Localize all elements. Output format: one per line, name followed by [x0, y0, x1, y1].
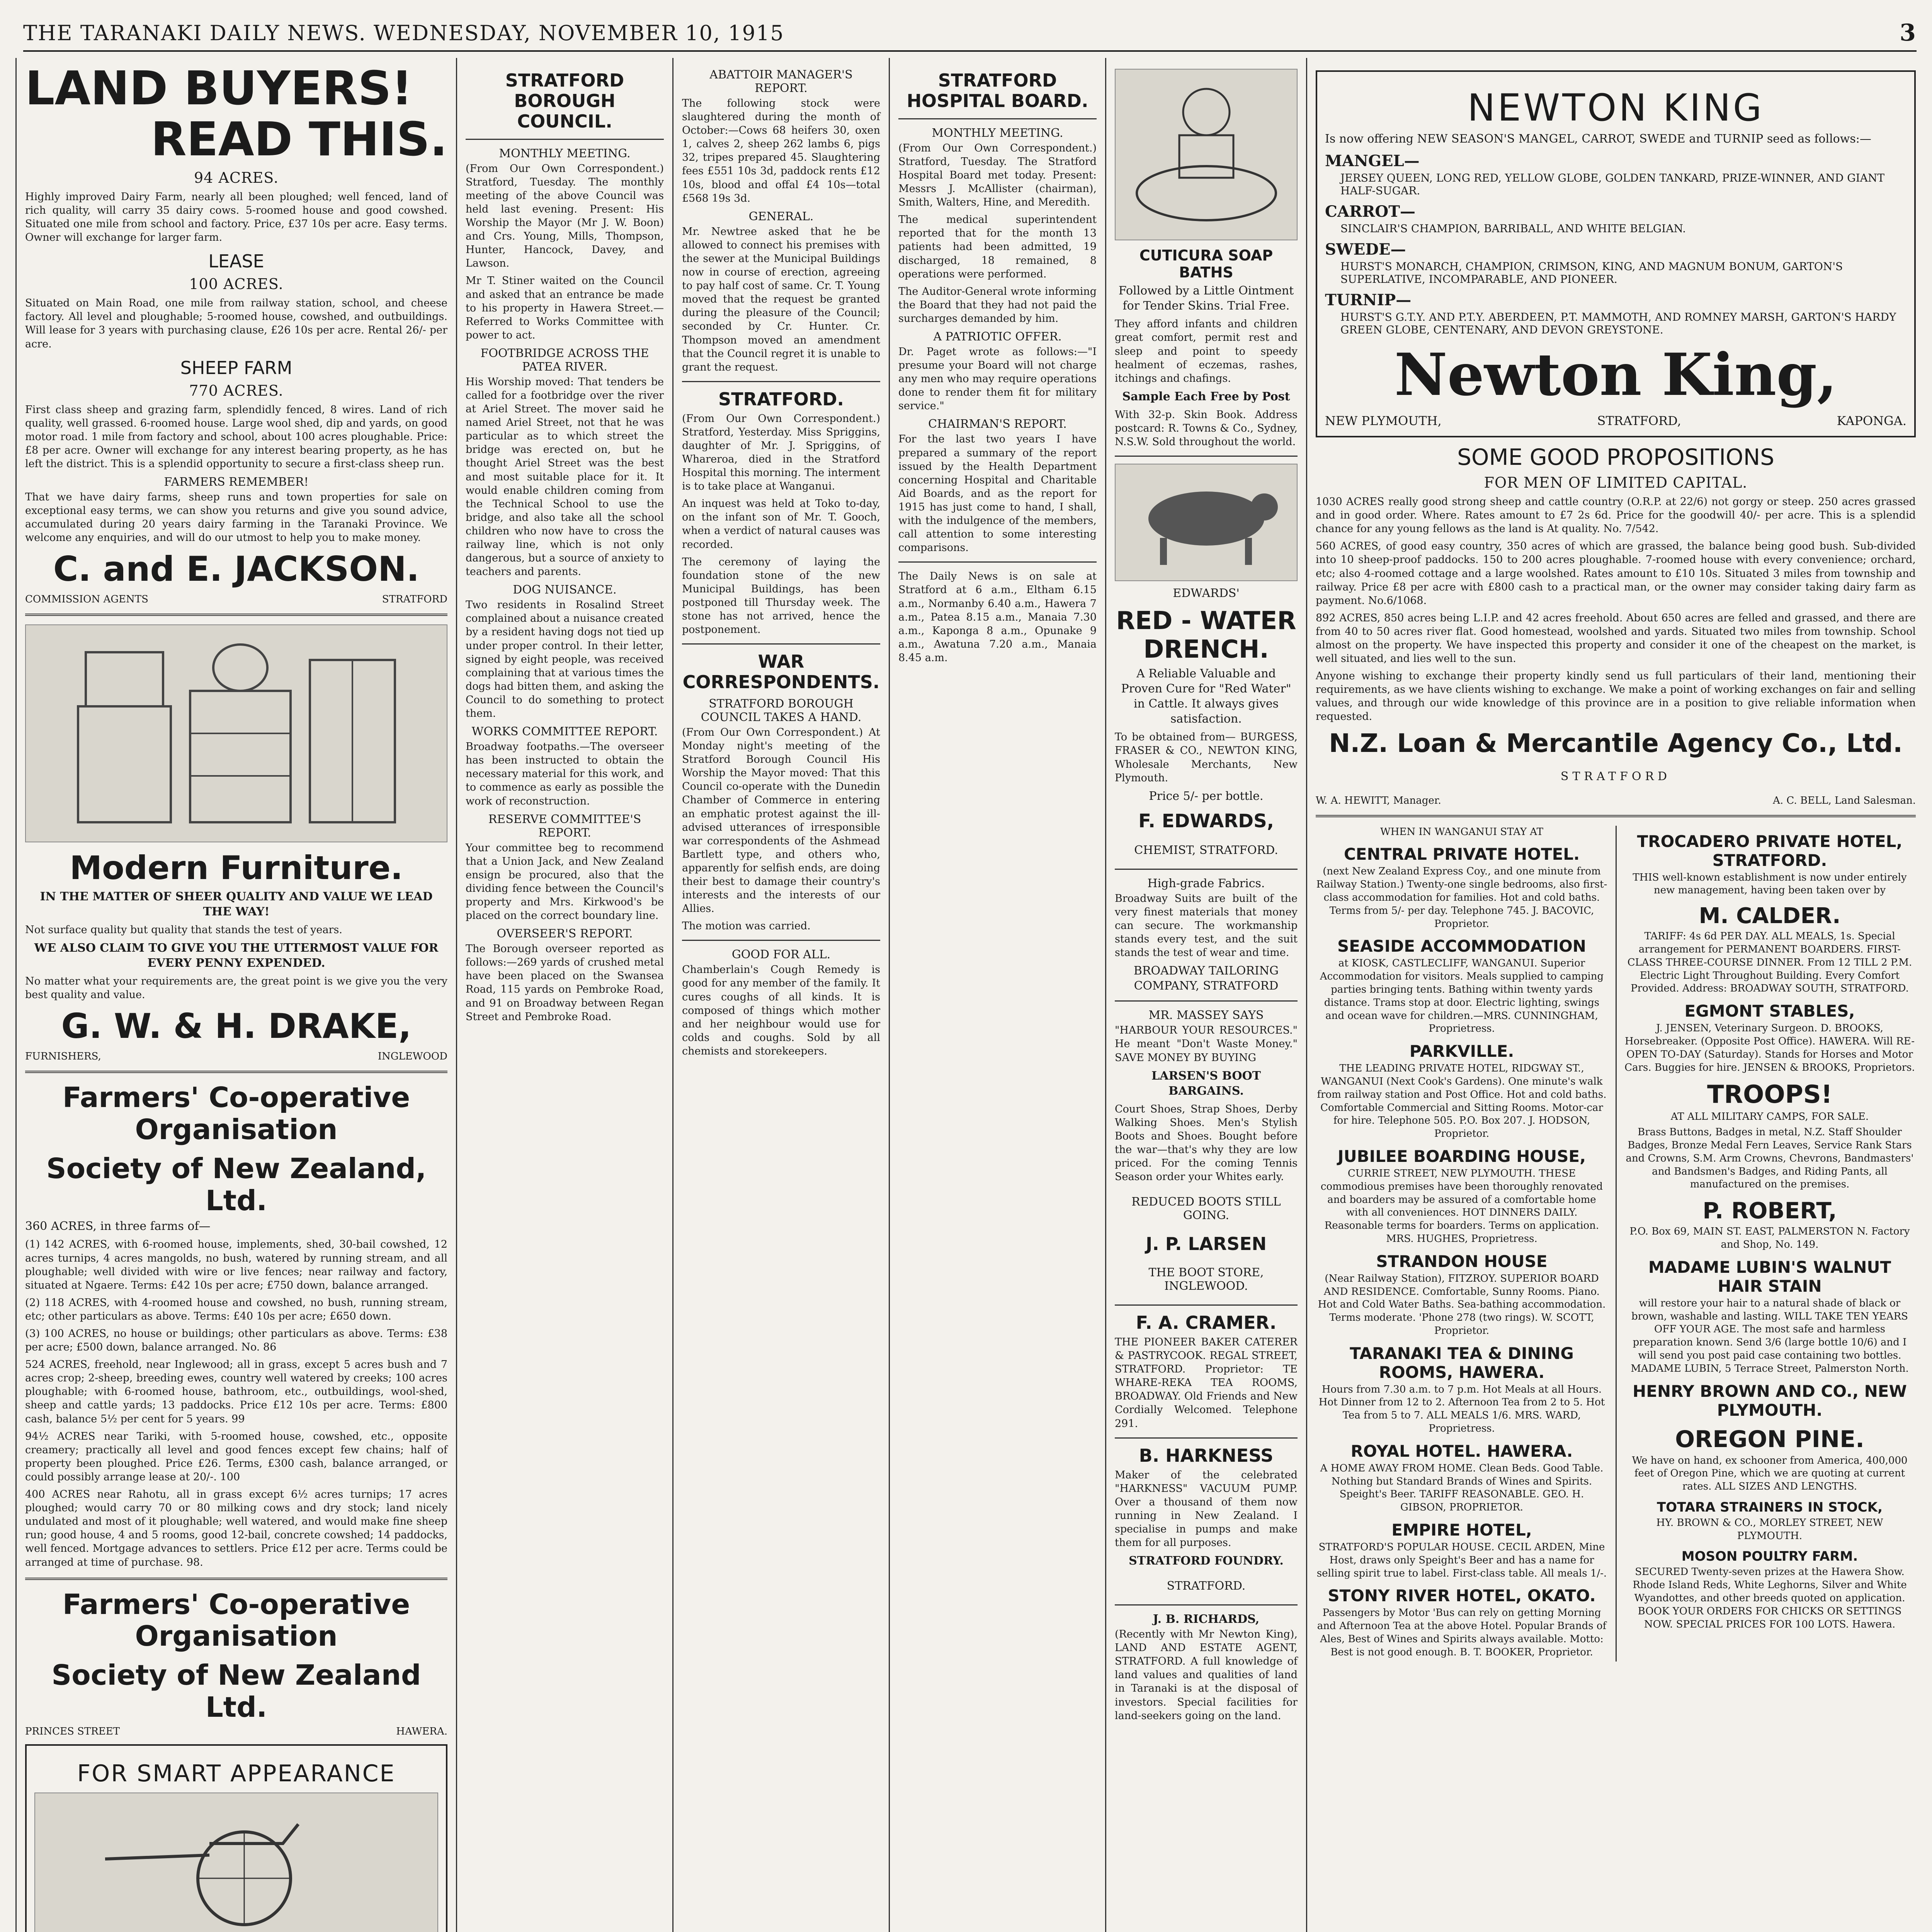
- good-for-all-text: Chamberlain's Cough Remedy is good for any member of the family. It cures coughs of all kinds. It is composed of things which mother and her neighbour would use for colds and coughs. Sold by all chemists and storekeepers.: [682, 964, 880, 1057]
- dog-nuisance-heading: DOG NUISANCE.: [513, 583, 617, 597]
- lot-94b: 94½ ACRES near Tariki, with 5-roomed house, cowshed, etc., opposite creamery; practically all level and good fences except few chains; half of property been ploughed. Price £26. Terms, £300 cash, balance arranged, or could possibly arrange lease at 20/-. 100: [25, 1430, 447, 1483]
- gig-top-line: FOR SMART APPEARANCE: [77, 1760, 396, 1787]
- larsen-sub: THE BOOT STORE, INGLEWOOD.: [1148, 1266, 1264, 1293]
- totara: TOTARA STRAINERS IN STOCK,: [1656, 1499, 1883, 1515]
- seed-mangel: MANGEL—: [1325, 152, 1420, 170]
- seaside-text: at KIOSK, CASTLECLIFF, WANGANUI. Superior Accommodation for visitors. Meals supplied to camping parties bringing tents. Bathing within twenty yards distance. Trams stop at door. Electric lighting, swings and ocean wave for children.—MRS. CUNNINGHAM, Proprietress.: [1320, 957, 1604, 1035]
- general-heading: GENERAL.: [748, 209, 814, 223]
- seed-swede-text: HURST'S MONARCH, CHAMPION, CRIMSON, KING, AND MAGNUM BONUM, GARTON'S SUPERLATIVE, INCOMPARABLE, AND PIONEER.: [1340, 260, 1843, 286]
- column-6: [1306, 58, 1924, 1932]
- stratford-para-3: The ceremony of laying the foundation stone of the new Municipal Buildings, has been postponed till Thursday week. The stone has not arrived, hence the postponement.: [682, 556, 880, 636]
- drench-price: Price 5/- per bottle.: [1149, 789, 1264, 803]
- newton-king-ad: [1316, 70, 1916, 437]
- hospital-para-4: Dr. Paget wrote as follows:—"I presume your Board will not charge any men who may require operations done to render them fit for military service.": [898, 346, 1097, 412]
- larsen-name: J. P. LARSEN: [1146, 1233, 1267, 1255]
- taranaki-tea-text: Hours from 7.30 a.m. to 7 p.m. Hot Meals at all Hours. Hot Dinner from 12 to 2. Afternoon Tea from 2 to 5. Hot Tea from 5 to 7. ALL MEALS 1/6. MRS. WARD, Proprietress.: [1318, 1383, 1605, 1435]
- jackson-footer: [25, 594, 447, 605]
- gig-illustration: [34, 1793, 438, 1932]
- edwards-name: F. EDWARDS,: [1138, 810, 1274, 832]
- council-para-5: Broadway footpaths.—The overseer has been instructed to obtain the necessary material for this work, and to commence as early as possible the work of reconstruction.: [466, 741, 664, 807]
- propositions-sub: FOR MEN OF LIMITED CAPITAL.: [1484, 474, 1748, 492]
- cuticura-sub: Followed by a Little Ointment for Tender Skins. Trial Free.: [1118, 284, 1294, 313]
- propositions-footer: Anyone wishing to exchange their property kindly send us full particulars of their land, mentioning their requirements, as we have clients wishing to exchange. We make a point of working exchanges on fair and selling values, and through our wide knowledge of this province are in a position to give reliable information when requested.: [1316, 670, 1916, 723]
- nz-loan-place: STRATFORD: [1560, 769, 1671, 783]
- farmers-coop-2-title: Farmers' Co-operative Organisation: [62, 1588, 410, 1653]
- furniture-line-2: Not surface quality but quality that stands the test of years.: [25, 923, 342, 936]
- trocadero: TROCADERO PRIVATE HOTEL, STRATFORD.: [1637, 832, 1903, 870]
- cramer-name: F. A. CRAMER.: [1136, 1312, 1277, 1333]
- strandon-text: (Near Railway Station), FITZROY. SUPERIOR BOARD AND RESIDENCE. Comfortable, Sunny Rooms. Piano. Hot and Cold Water Baths. Sea-bathing accommodation. Terms moderate. 'Phone 278 (two rings). W. SCOTT, Proprietor.: [1318, 1272, 1606, 1337]
- jubilee: JUBILEE BOARDING HOUSE,: [1337, 1146, 1586, 1166]
- acres-94-text: Highly improved Dairy Farm, nearly all been ploughed; well fenced, land of rich quality, will carry 35 dairy cows. 5-roomed house and good cowshed. Situated one mile from school and factory. Price, £37 10s per acre. Easy terms. Owner will exchange for larger farm.: [25, 191, 447, 244]
- divider: [466, 139, 664, 140]
- divider: [1115, 1604, 1298, 1605]
- drench-obtain: To be obtained from— BURGESS, FRASER & CO., NEWTON KING, Wholesale Merchants, New Plymouth.: [1115, 731, 1298, 784]
- stratford-para-1: (From Our Own Correspondent.) Stratford, Yesterday. Miss Spriggins, daughter of Mr. J. Spriggins, of Whareroa, died in the Stratford Hospital this morning. The interment is to take place at Wanganui.: [682, 412, 880, 493]
- drench-text: A Reliable Valuable and Proven Cure for "Red Water" in Cattle. It always gives satisfaction.: [1121, 667, 1291, 726]
- column-4: [889, 58, 1105, 1932]
- divider: [682, 643, 880, 645]
- farmers-coop-sub: Society of New Zealand, Ltd.: [46, 1152, 427, 1217]
- seaside: SEASIDE ACCOMMODATION: [1337, 937, 1586, 956]
- hotel-column-left: [1316, 826, 1608, 1662]
- nz-loan-manager: W. A. HEWITT, Manager.: [1316, 794, 1441, 806]
- jackson-left: COMMISSION AGENTS: [25, 594, 148, 605]
- lot-360-1: (1) 142 ACRES, with 6-roomed house, implements, shed, 30-bail cowshed, 12 acres turnips, 4 acres mangolds, no bush, watered by running stream, and all ploughable; well divided with wire or live fences; near railway and factory, situated at Ngaere. Terms: £42 10s per acre; £750 down, balance arranged.: [25, 1238, 447, 1291]
- calder-text: TARIFF: 4s 6d PER DAY. ALL MEALS, 1s. Special arrangement for PERMANENT BOARDERS. FIRST-CLASS THREE-COURSE DINNER. From 12 TILL 2 P.M. Electric Light Throughout Building. Every Comfort Provided. Address: BROADWAY SOUTH, STRATFORD.: [1627, 930, 1912, 995]
- prop-560: 560 ACRES, of good easy country, 350 acres of which are grassed, the balance being good bush. Sub-divided into 10 sheep-proof paddocks. 150 to 200 acres ploughable. 7-roomed house with every convenience; orchard, etc; also 4-roomed cottage and a large woolshed. Rates amount to £10 10s. Situated 3 miles from township and railway. Price £8 per acre with £800 cash to a practical man, or the owner may consider taking dairy farm as payment. No.6/1068.: [1316, 540, 1916, 607]
- cow-illustration: [1115, 464, 1298, 581]
- lease-title: LEASE: [208, 251, 264, 272]
- stratford-para-2: An inquest was held at Toko to-day, on the infant son of Mr. T. Gooch, when a verdict of natural causes was recorded.: [682, 498, 880, 551]
- war-correspondents-title: WAR CORRESPONDENTS.: [682, 651, 880, 693]
- cuticura-illustration: [1115, 69, 1298, 240]
- borough-council-sub: MONTHLY MEETING.: [499, 146, 631, 160]
- seed-carrot-text: SINCLAIR'S CHAMPION, BARRIBALL, AND WHITE BELGIAN.: [1340, 222, 1686, 235]
- nk-loc-1: NEW PLYMOUTH,: [1325, 413, 1442, 429]
- jackson-right: STRATFORD: [382, 594, 447, 605]
- massey-title: MR. MASSEY SAYS: [1148, 1009, 1264, 1022]
- farmers-coop-2-footer: [25, 1726, 447, 1737]
- farmers-coop-2-left: PRINCES STREET: [25, 1725, 120, 1737]
- council-para-3: His Worship moved: That tenders be called for a footbridge over the river at Ariel Street. The mover said he named Ariel Street, not that he was particular as to which street the bridge was erected on, but he thought Ariel Street was the best and most suitable place for it. It would enable children coming from the Technical School to use the bridge, and also take all the school children who now have to cross the railway line, which is not only dangerous, but a source of anxiety to teachers and parents.: [466, 376, 664, 578]
- prop-1030: 1030 ACRES really good strong sheep and cattle country (O.R.P. at 22/6) not gorgy or steep. 250 acres grassed and in good order. Where. Rates amount to £7 2s 6d. Price for the goodwill 40/- per acre. This is a splendid chance for any young fellows as the land is At quality. No. 7/542.: [1316, 496, 1916, 535]
- farmers-coop-title: Farmers' Co-operative Organisation: [62, 1081, 410, 1146]
- stratford-title: STRATFORD.: [718, 388, 844, 410]
- drake-footer: [25, 1051, 447, 1062]
- cuticura-title: CUTICURA SOAP BATHS: [1139, 247, 1273, 281]
- troops-text: Brass Buttons, Badges in metal, N.Z. Staff Shoulder Badges, Bronze Medal Fern Leaves, Service Rank Stars and Crowns, S.M. Arm Crowns, Chevrons, Bandmasters' and Bandsmen's Badges, and Riding Pants, all manufactured on the premises.: [1626, 1126, 1914, 1190]
- taranaki-tea: TARANAKI TEA & DINING ROOMS, HAWERA.: [1350, 1344, 1574, 1382]
- baby-bath-icon: [1121, 77, 1291, 232]
- divider: [1115, 869, 1298, 870]
- good-for-all-title: GOOD FOR ALL.: [731, 948, 831, 962]
- farmers-coop-2-sub: Society of New Zealand Ltd.: [51, 1659, 421, 1723]
- harkness-name: B. HARKNESS: [1139, 1445, 1274, 1466]
- hotel-columns: [1316, 826, 1916, 1662]
- column-2: [456, 58, 672, 1932]
- sheep-farm-text: First class sheep and grazing farm, splendidly fenced, 8 wires. Land of rich quality, well grassed. 6-roomed house. Large wool shed, dip and yards, on good motor road. 1 mile from factory and school, about 100 acres ploughable. Price: £8 per acre. Owner will exchange for any interest bearing property, as he has left the district. This is a splendid opportunity to secure a first-class sheep run.: [25, 403, 447, 470]
- hy-brown: HY. BROWN & CO., MORLEY STREET, NEW PLYMOUTH.: [1656, 1517, 1883, 1542]
- empire-text: STRATFORD'S POPULAR HOUSE. CECIL ARDEN, Mine Host, draws only Speight's Beer and has a name for selling spirit true to label. First-class table. All meals 1/-.: [1316, 1541, 1607, 1579]
- divider: [1115, 1304, 1298, 1306]
- parkville: PARKVILLE.: [1409, 1042, 1514, 1061]
- land-buyers-headline: LAND BUYERS!: [25, 62, 413, 116]
- hospital-board-title: STRATFORD HOSPITAL BOARD.: [906, 70, 1088, 111]
- furniture-line-3: WE ALSO CLAIM TO GIVE YOU THE UTTERMOST VALUE FOR EVERY PENNY EXPENDED.: [34, 941, 439, 970]
- nz-loan-name: N.Z. Loan & Mercantile Agency Co., Ltd.: [1329, 728, 1903, 758]
- foundry-sub: STRATFORD.: [1167, 1579, 1246, 1593]
- calder: M. CALDER.: [1699, 903, 1841, 929]
- cramer-text: THE PIONEER BAKER CATERER & PASTRYCOOK. REGAL STREET, STRATFORD. Proprietor: TE WHARE-REKA TEA ROOMS, BROADWAY. Old Friends and New Cordially Welcomed. Telephone 291.: [1115, 1336, 1298, 1430]
- farmers-remember-title: FARMERS REMEMBER!: [164, 475, 309, 489]
- nk-locations: [1325, 413, 1906, 428]
- central-hotel: CENTRAL PRIVATE HOTEL.: [1344, 845, 1580, 864]
- seed-turnip-text: HURST'S G.T.Y. AND P.T.Y. ABERDEEN, P.T. MAMMOTH, AND ROMNEY MARSH, GARTON'S HARDY GREEN GLOBE, CENTENARY, AND DEVON GREYSTONE.: [1340, 311, 1896, 337]
- furniture-illustration: [25, 624, 447, 842]
- footbridge-heading: FOOTBRIDGE ACROSS THE PATEA RIVER.: [480, 346, 649, 374]
- hospital-para-3: The Auditor-General wrote informing the Board that they had not paid the surcharges demanded by him.: [898, 285, 1097, 325]
- farmers-coop-2-right: HAWERA.: [396, 1725, 447, 1737]
- larsen-reduced: REDUCED BOOTS STILL GOING.: [1131, 1195, 1281, 1223]
- lubin-text: will restore your hair to a natural shade of black or brown, washable and lasting. WILL TAKE TEN YEARS OFF YOUR AGE. The most safe and harmless preparation known. Send 3/6 (large bottle 10/6) and I will send you post paid case containing two bottles. MADAME LUBIN, 5 Terrace Street, Palmerston North.: [1631, 1297, 1909, 1374]
- egmont-stables-text: J. JENSEN, Veterinary Surgeon. D. BROOKS, Horsebreaker. (Opposite Post Office). HAWERA. Will RE-OPEN TO-DAY (Saturday). Stands for Horses and Motor Cars. Buggies for hire. JENSEN & BROOKS, Proprietors.: [1624, 1022, 1915, 1073]
- nk-title: NEWTON KING: [1467, 86, 1764, 129]
- lot-400: 400 ACRES near Rahotu, all in grass except 6½ acres turnips; 17 acres ploughed; would carry 70 or 80 milking cows and dry stock; land nicely undulated and most of it ploughable; well watered, and would make fine sheep run; good house, 4 and 5 rooms, good 12-bail, concrete cowshed; 14 paddocks, well fenced. Mortgage advances to settlers. Price £12 per acre. Terms could be arranged at time of purchase. 98.: [25, 1488, 447, 1568]
- lot-524: 524 ACRES, freehold, near Inglewood; all in grass, except 5 acres bush and 7 acres crop; 2-sheep, breeding ewes, country well watered by creeks; 100 acres ploughable; with 6-roomed house, bathroom, etc., outbuildings, wool-shed, sheep and cattle yards; 13 paddocks. Price £12 10s per acre. Terms: £800 cash, balance 5½ per cent for 5 years. 99: [25, 1359, 447, 1425]
- divider: [25, 1071, 447, 1073]
- read-this-headline: READ THIS.: [151, 113, 447, 167]
- furniture-icon: [63, 637, 410, 830]
- furniture-line-4: No matter what your requirements are, the great point is we give you the very best quality and value.: [25, 975, 447, 1001]
- council-para-2: Mr T. Stiner waited on the Council and asked that an entrance be made to his property in Hawera Street.—Referred to Works Committee with power to act.: [466, 275, 664, 341]
- column-5: [1105, 58, 1306, 1932]
- troops-sub: AT ALL MILITARY CAMPS, FOR SALE.: [1670, 1111, 1869, 1123]
- sheep-farm-title: SHEEP FARM: [180, 357, 293, 378]
- troops: TROOPS!: [1707, 1080, 1832, 1109]
- fabrics-title: High-grade Fabrics.: [1147, 876, 1265, 890]
- moson-farm: MOSON POULTRY FARM.: [1681, 1549, 1858, 1565]
- divider: [1115, 456, 1298, 457]
- drake-right: INGLEWOOD: [378, 1051, 447, 1063]
- war-correspondents-sub: STRATFORD BOROUGH COUNCIL TAKES A HAND.: [701, 697, 862, 724]
- general-text: Mr. Newtree asked that he be allowed to connect his premises with the sewer at the Municipal Buildings now in course of erection, agreeing to pay half cost of same. Cr. T. Young moved that the request be granted during the pleasure of the Council; seconded by Cr. Hunter. Cr. Thompson moved an amendment that the Council regret it is unable to grant the request.: [682, 225, 880, 373]
- edwards-sub: CHEMIST, STRATFORD.: [1134, 843, 1278, 857]
- patriotic-offer-heading: A PATRIOTIC OFFER.: [933, 330, 1062, 344]
- nk-intro: Is now offering NEW SEASON'S MANGEL, CARROT, SWEDE and TURNIP seed as follows:—: [1325, 132, 1871, 146]
- divider: [25, 614, 447, 616]
- divider: [25, 1578, 447, 1580]
- strandon: STRANDON HOUSE: [1376, 1252, 1548, 1271]
- council-para-1: (From Our Own Correspondent.) Stratford, Tuesday. The monthly meeting of the above Council was held last evening. Present: His Worship the Mayor (Mr J. W. Boon) and Crs. Young, Mills, Thompson, Hunter, Hancock, Davey, and Lawson.: [466, 162, 664, 270]
- seed-mangel-text: JERSEY QUEEN, LONG RED, YELLOW GLOBE, GOLDEN TANKARD, PRIZE-WINNER, AND GIANT HALF-SUGAR.: [1340, 172, 1885, 197]
- cuticura-sample: Sample Each Free by Post: [1122, 389, 1290, 403]
- drench-brand: EDWARDS': [1173, 587, 1240, 600]
- page-number: 3: [1900, 19, 1917, 46]
- drake-left: FURNISHERS,: [25, 1051, 101, 1063]
- lot-360-2: (2) 118 ACRES, with 4-roomed house and cowshed, no bush, running stream, etc; other particulars as above. Terms: £40 10s per acre; £650 down.: [25, 1296, 447, 1322]
- divider: [682, 381, 880, 382]
- fabrics-text: Broadway Suits are built of the very finest materials that money can secure. The workmanship stands every test, and the suit stands the test of wear and time.: [1115, 892, 1298, 959]
- council-para-7: The Borough overseer reported as follows:—269 yards of crushed metal have been placed on the Swansea Road, 115 yards on Pembroke Road, and 91 on Broadway between Regan Street and Pembroke Road.: [466, 943, 664, 1023]
- royal-text: A HOME AWAY FROM HOME. Clean Beds. Good Table. Nothing but Standard Brands of Wines and Spirits. Speight's Beer. TARIFF REASONABLE. GEO. H. GIBSON, PROPRIETOR.: [1320, 1462, 1604, 1514]
- parkville-text: THE LEADING PRIVATE HOTEL, RIDGWAY ST., WANGANUI (Next Cook's Gardens). One minute's walk from railway station and Post Office. Hot and cold baths. Comfortable Commercial and Sitting Rooms. Motor-car for hire. Telephone 505. P.O. Box 207. J. HODSON, Proprietor.: [1317, 1063, 1607, 1140]
- lot-360-3: (3) 100 ACRES, no house or buildings; other particulars as above. Terms: £38 per acre; £500 down, balance arranged. No. 86: [25, 1328, 447, 1354]
- trocadero-text: THIS well-known establishment is now under entirely new management, having been taken over by: [1633, 871, 1907, 896]
- council-para-6: Your committee beg to recommend that a Union Jack, and New Zealand ensign be procured, also that the dividing fence between the Council's property and Mrs. Kirkwood's be placed on the correct boundary line.: [466, 842, 664, 922]
- cuticura-text: They afford infants and children great comfort, permit rest and sleep and point to speedy healment of eczemas, rashes, itchings and chafings.: [1115, 318, 1298, 384]
- divider: [682, 940, 880, 941]
- lot-360: 360 ACRES, in three farms of—: [25, 1219, 211, 1233]
- seed-swede: SWEDE—: [1325, 240, 1406, 259]
- p-robert: P. ROBERT,: [1702, 1197, 1837, 1224]
- furniture-line-1: IN THE MATTER OF SHEER QUALITY AND VALUE WE LEAD THE WAY!: [40, 889, 433, 918]
- reserve-committee-heading: RESERVE COMMITTEE'S REPORT.: [488, 812, 641, 840]
- divider: [898, 118, 1097, 119]
- henry-brown: HENRY BROWN AND CO., NEW PLYMOUTH.: [1633, 1381, 1907, 1420]
- hospital-para-2: The medical superintendent reported that for the month 13 patients had been admitted, 19 discharged, 18 remained, 8 operations were performed.: [898, 214, 1097, 280]
- propositions-title: SOME GOOD PROPOSITIONS: [1457, 444, 1774, 471]
- egmont-stables: EGMONT STABLES,: [1684, 1002, 1855, 1021]
- abattoir-heading: ABATTOIR MANAGER'S REPORT.: [709, 68, 853, 95]
- war-correspondents-text: (From Our Own Correspondent.) At Monday night's meeting of the Stratford Borough Council His Worship the Mayor moved: That this Council co-operate with the Dunedin Chamber of Commerce in entering an emphatic protest against the ill-advised utterances of irresponsible war correspondents of the Ashmead Bartlett type, and others who, apparently for selfish ends, are doing their best to damage their country's interests and the interests of our Allies.: [682, 726, 880, 915]
- column-1: [15, 58, 456, 1932]
- central-text: (next New Zealand Express Coy., and one minute from Railway Station.) Twenty-one single bedrooms, also first-class accommodation for families. Hot and cold baths. Terms from 5/- per day. Telephone 745. J. BACOVIC, Proprietor.: [1316, 866, 1607, 930]
- nz-loan-salesman: A. C. BELL, Land Salesman.: [1773, 794, 1916, 806]
- hospital-para-1: (From Our Own Correspondent.) Stratford, Tuesday. The Stratford Hospital Board met today. Present: Messrs J. McAllister (chairman), Smith, Walters, Hine, and Meredith.: [898, 142, 1097, 209]
- divider: [898, 561, 1097, 563]
- divider: [1115, 1437, 1298, 1439]
- drench-title: RED - WATER DRENCH.: [1116, 607, 1296, 664]
- hotel-column-right: [1616, 826, 1916, 1662]
- robert-text: P.O. Box 69, MAIN ST. EAST, PALMERSTON N. Factory and Shop, No. 149.: [1629, 1226, 1910, 1250]
- royal-hotel: ROYAL HOTEL. HAWERA.: [1350, 1441, 1573, 1461]
- nk-loc-3: KAPONGA.: [1837, 413, 1906, 429]
- modern-furniture-title: Modern Furniture.: [70, 849, 403, 887]
- council-para-4: Two residents in Rosalind Street complained about a nuisance created by a resident having dogs not tied up under proper control. In their letter, signed by eight people, was received complaining that at various times the dogs had bitten them, and asking the Council to do something to protect them.: [466, 599, 664, 720]
- seed-turnip: TURNIP—: [1325, 291, 1412, 310]
- drake-name: G. W. & H. DRAKE,: [61, 1006, 412, 1046]
- jubilee-text: CURRIE STREET, NEW PLYMOUTH. THESE commodious premises have been thoroughly renovated and boarders may be assured of a comfortable home with all conveniences. HOT DINNERS DAILY. Reasonable terms for boarders. Terms on application. MRS. HUGHES, Proprietress.: [1320, 1167, 1603, 1245]
- column-3: [672, 58, 889, 1932]
- sheep-farm-acres: 770 ACRES.: [189, 382, 284, 399]
- masthead: [23, 15, 1917, 52]
- larsen-boots-title: LARSEN'S BOOT BARGAINS.: [1151, 1069, 1261, 1098]
- gig-icon: [82, 1801, 391, 1932]
- central-pre: WHEN IN WANGANUI STAY AT: [1380, 826, 1543, 838]
- borough-council-title: STRATFORD BOROUGH COUNCIL.: [505, 70, 624, 132]
- stony-river-hotel: STONY RIVER HOTEL, OKATO.: [1328, 1586, 1596, 1605]
- works-committee-heading: WORKS COMMITTEE REPORT.: [471, 725, 658, 739]
- prop-892: 892 ACRES, 850 acres being L.I.P. and 42 acres freehold. About 650 acres are felled and grassed, and there are from 40 to 50 acres river flat. Good homestead, woolshed and yards. Situated two miles from township. School almost on the property. We have inspected this property and consider it one of the cheapest on the market, is well situated, and lies well to the sun.: [1316, 612, 1916, 665]
- daily-news-sale-times: The Daily News is on sale at Stratford at 6 a.m., Eltham 6.15 a.m., Normanby 6.40 a.m., Hawera 7 a.m., Patea 8.15 a.m., Manaia 7.30 a.m., Kaponga 8 a.m., Opunake 9 a.m., Awatuna 7.20 a.m., Manaia 8.45 a.m.: [898, 570, 1097, 664]
- abattoir-text: The following stock were slaughtered during the month of October:—Cows 68 heifers 30, oxen 1, calves 2, sheep 262 lambs 6, pigs 32, tripes prepared 45. Slaughtering fees £551 10s 3d, paddock rents £12 10s, blood and offal £4 10s—total £568 19s 3d.: [682, 97, 880, 204]
- lease-text: Situated on Main Road, one mile from railway station, school, and cheese factory. All level and ploughable; 5-roomed house, cowshed, and outbuildings. Will lease for 3 years with purchasing clause, £26 10s per acre. Rental 26/- per acre.: [25, 297, 447, 350]
- foundry-title: STRATFORD FOUNDRY.: [1129, 1554, 1284, 1568]
- cuticura-address: With 32-p. Skin Book. Address postcard: R. Towns & Co., Sydney, N.S.W. Sold throughout the world.: [1115, 408, 1298, 448]
- broadway-tailoring: BROADWAY TAILORING COMPANY, STRATFORD: [1133, 964, 1279, 993]
- divider: [1316, 815, 1916, 817]
- nz-loan-staff: [1316, 795, 1916, 806]
- larsen-boots-text: Court Shoes, Strap Shoes, Derby Walking Shoes. Men's Stylish Boots and Shoes. Bought before the war—that's why they are low priced. For the coming Tennis Season order your Whites early.: [1115, 1103, 1298, 1183]
- seed-list: [1325, 152, 1906, 336]
- overseer-heading: OVERSEER'S REPORT.: [497, 927, 633, 941]
- nk-loc-2: STRATFORD,: [1597, 413, 1681, 429]
- jackson-name: C. and E. JACKSON.: [53, 549, 420, 589]
- oregon-pine: OREGON PINE.: [1675, 1425, 1864, 1453]
- massey-text: "HARBOUR YOUR RESOURCES." He meant "Don't Waste Money." SAVE MONEY BY BUYING: [1115, 1024, 1298, 1064]
- lease-acres: 100 ACRES.: [189, 276, 284, 293]
- harkness-text: Maker of the celebrated "HARKNESS" VACUUM PUMP. Over a thousand of them now running in New Zealand. I specialise in pumps and make them for all purposes.: [1115, 1469, 1298, 1549]
- hospital-para-5: For the last two years I have prepared a summary of the report issued by the Health Department concerning Hospital and Charitable Aid Boards, and as the report for 1915 has just come to hand, I shall, with the indulgence of the members, call attention to some interesting comparisons.: [898, 433, 1097, 554]
- empire-hotel: EMPIRE HOTEL,: [1391, 1520, 1532, 1540]
- nk-big-name: Newton King,: [1394, 341, 1837, 409]
- cow-icon: [1125, 472, 1287, 573]
- farmers-remember-text: That we have dairy farms, sheep runs and town properties for sale on exceptional easy terms, we can show you returns and give you sound advice, accumulated during 20 years dairy farming in the Taranaki Province. We welcome any enquiries, and will do our utmost to help you to make money.: [25, 491, 447, 544]
- motion-carried: The motion was carried.: [682, 920, 811, 932]
- oregon-text: We have on hand, ex schooner from America, 400,000 feet of Oregon Pine, which we are quoting at current rates. ALL SIZES AND LENGTHS.: [1632, 1454, 1908, 1493]
- seed-carrot: CARROT—: [1325, 202, 1415, 221]
- lubin: MADAME LUBIN'S WALNUT HAIR STAIN: [1648, 1257, 1891, 1296]
- hospital-board-sub: MONTHLY MEETING.: [932, 126, 1063, 140]
- richards-text: (Recently with Mr Newton King), LAND AND ESTATE AGENT, STRATFORD. A full knowledge of land values and qualities of land in Taranaki is at the disposal of investors. Special facilities for land-seekers going on the land.: [1115, 1628, 1298, 1722]
- acres-94-title: 94 ACRES.: [194, 169, 279, 186]
- egmont-gig-ad: [25, 1744, 447, 1932]
- richards-name: J. B. RICHARDS,: [1153, 1612, 1260, 1626]
- masthead-title: THE TARANAKI DAILY NEWS. WEDNESDAY, NOVEMBER 10, 1915: [23, 20, 784, 45]
- divider: [1115, 1000, 1298, 1002]
- stony-text: Passengers by Motor 'Bus can rely on getting Morning and Afternoon Tea at the above Hotel. Popular Brands of Ales, Best of Wines and Spirits always available. Motto: Best is not good enough. B. T. BOOKER, Proprietor.: [1317, 1607, 1607, 1658]
- chairmans-report-heading: CHAIRMAN'S REPORT.: [928, 417, 1067, 431]
- moson-text: SECURED Twenty-seven prizes at the Hawera Show. Rhode Island Reds, White Leghorns, Silver and White Wyandottes, and other breeds quoted on application. BOOK YOUR ORDERS FOR CHICKS OR SETTINGS NOW. SPECIAL PRICES FOR 100 LOTS. Hawera.: [1633, 1566, 1907, 1630]
